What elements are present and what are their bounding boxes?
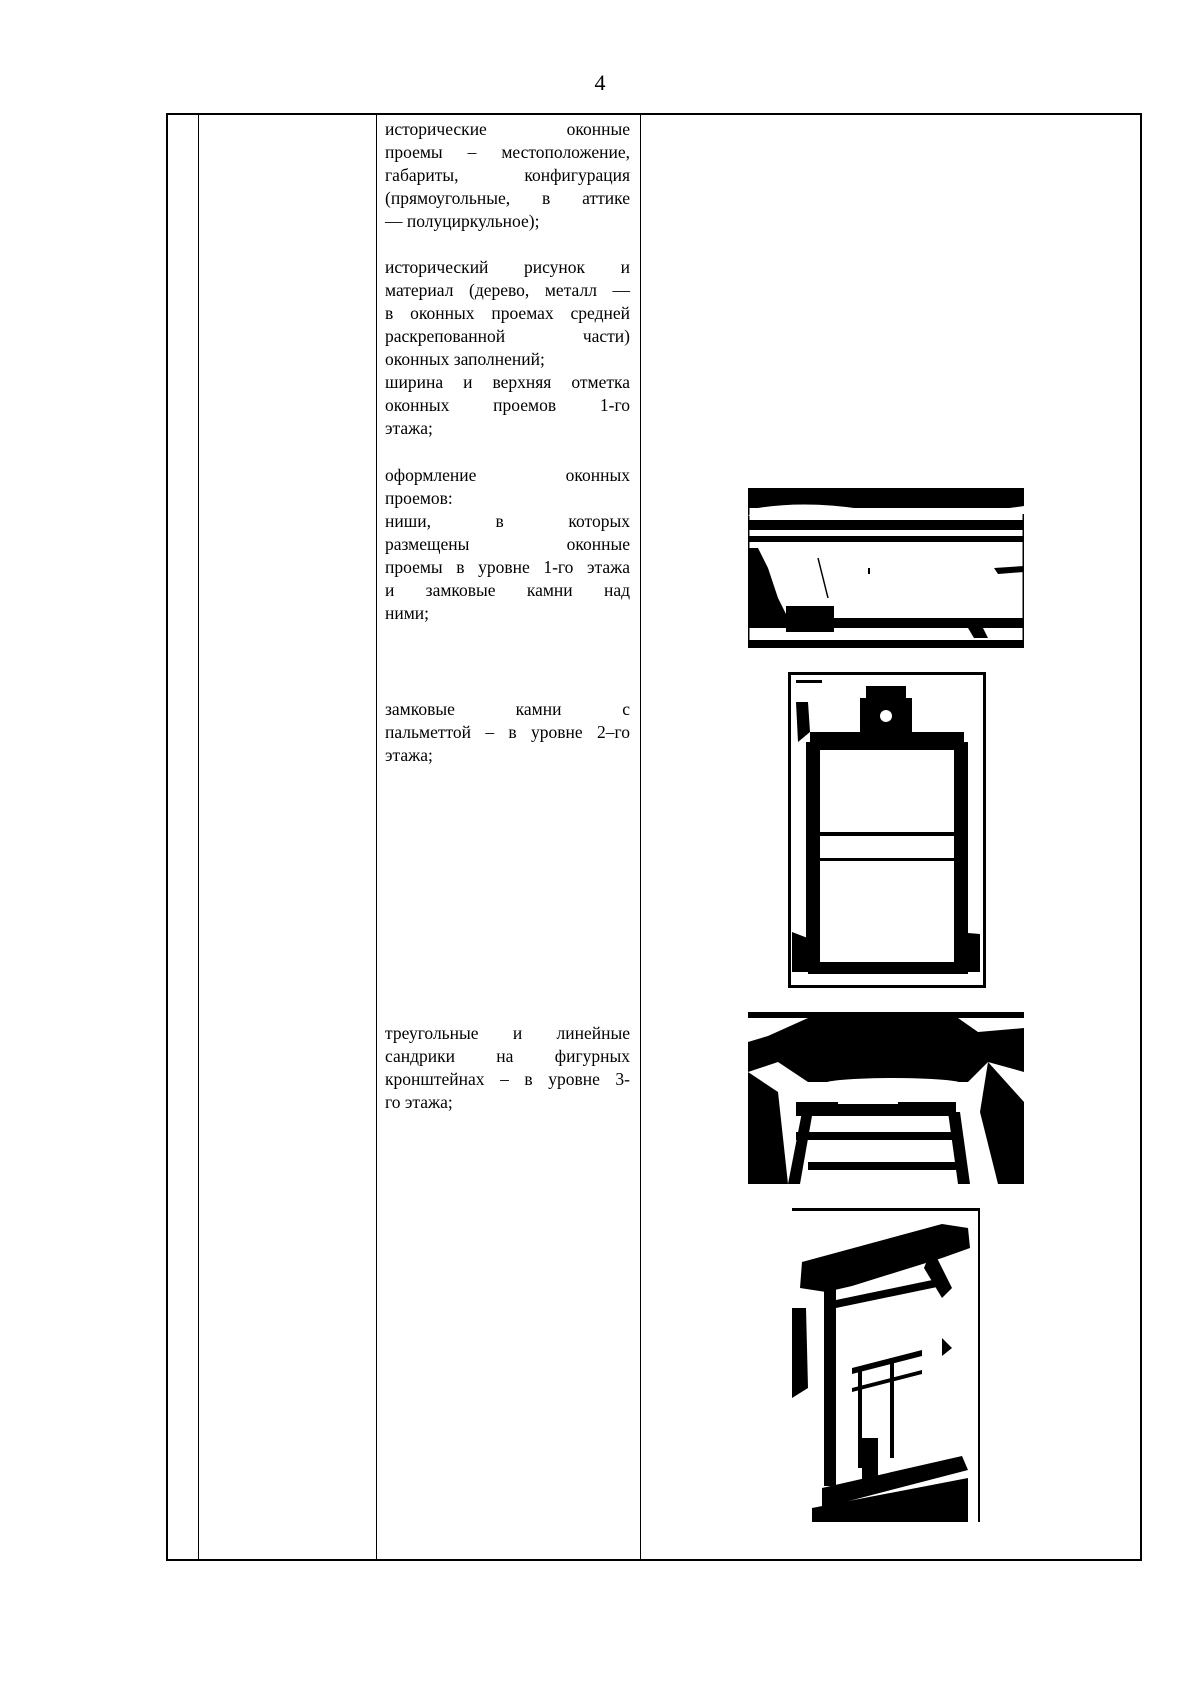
column-divider-2 <box>376 115 377 1559</box>
column-divider-1 <box>198 115 199 1559</box>
triangular-sandrik-photo <box>748 1012 1024 1184</box>
text-line: исторические оконные <box>385 119 630 139</box>
column-divider-3 <box>640 115 641 1559</box>
text-line: кронштейнах – в уровне 3- <box>385 1069 630 1089</box>
text-line: раскрепованной части) <box>385 326 630 346</box>
keystone-palmette-photo <box>788 672 986 988</box>
text-line: ними; <box>385 603 430 623</box>
text-line: исторический рисунок и <box>385 257 630 277</box>
item-window-fillings <box>385 256 630 440</box>
text-line: габариты, конфигурация <box>385 165 630 185</box>
text-line: — полуциркульное); <box>385 211 540 231</box>
item-window-openings <box>385 118 630 233</box>
item-text <box>385 256 630 440</box>
text-line: оконных заполнений; <box>385 349 545 369</box>
item-text <box>385 698 630 767</box>
item-sandriks <box>385 1022 630 1114</box>
item-text <box>385 464 630 625</box>
text-line: этажа; <box>385 745 433 765</box>
text-line: оформление оконных <box>385 465 630 485</box>
item-text <box>385 118 630 233</box>
item-keystones-palmette <box>385 698 630 767</box>
text-line: замковые камни с <box>385 699 630 719</box>
text-line: (прямоугольные, в аттике <box>385 188 630 208</box>
text-line: ниши, в которых <box>385 511 630 531</box>
text-line: размещены оконные <box>385 534 630 554</box>
item-window-decoration <box>385 464 630 625</box>
text-line: в оконных проемах средней <box>385 303 630 323</box>
monument-subject-table <box>166 113 1142 1561</box>
text-line: этажа; <box>385 418 433 438</box>
item-text <box>385 1022 630 1114</box>
linear-sandrik-photo <box>792 1208 980 1522</box>
text-line: треугольные и линейные <box>385 1023 630 1043</box>
text-line: го этажа; <box>385 1092 453 1112</box>
text-line: проемы – местоположение, <box>385 142 630 162</box>
text-line: и замковые камни над <box>385 580 630 600</box>
text-line: пальметтой – в уровне 2–го <box>385 722 630 742</box>
text-line: проемы в уровне 1-го этажа <box>385 557 630 577</box>
text-line: ширина и верхняя отметка <box>385 372 630 392</box>
text-line: материал (дерево, металл — <box>385 280 630 300</box>
page-number: 4 <box>594 70 606 95</box>
text-line: проемов: <box>385 488 453 508</box>
text-line: сандрики на фигурных <box>385 1046 630 1066</box>
text-line: оконных проемов 1-го <box>385 395 630 415</box>
niche-keystone-photo <box>748 488 1024 648</box>
